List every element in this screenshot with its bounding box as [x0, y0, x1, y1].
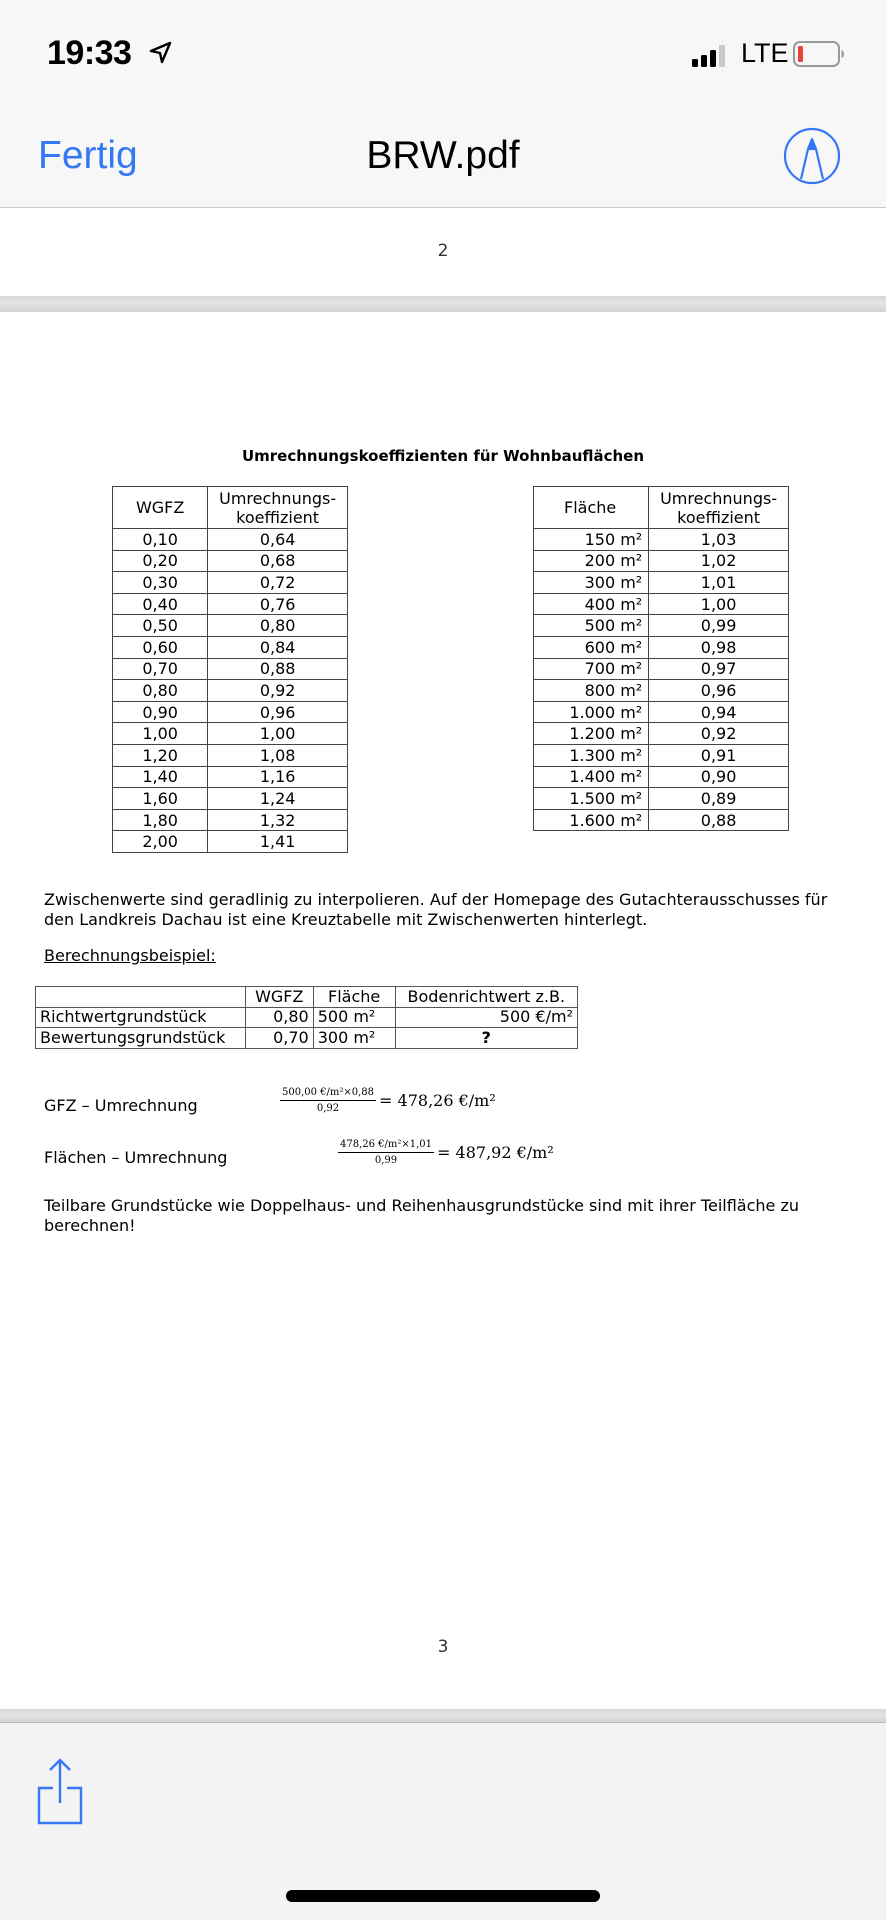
note-paragraph: Teilbare Grundstücke wie Doppelhaus- und Reihenhausgrundstücke sind mit ihrer Teilfläche zu berechnen! [44, 1196, 799, 1235]
table-row [534, 766, 789, 788]
column-header: WGFZ [113, 487, 208, 529]
table-cell: Bewertungsgrundstück [36, 1028, 246, 1049]
table-cell: 0,91 [649, 744, 789, 766]
location-arrow-icon [148, 40, 174, 66]
table-cell: 0,80 [245, 1007, 313, 1028]
navigation-bar [0, 100, 886, 208]
table-cell: 0,72 [208, 572, 348, 594]
battery-icon [793, 41, 845, 67]
table-cell: Fläche [313, 987, 395, 1008]
table-row [113, 701, 348, 723]
markup-pen-icon[interactable] [783, 127, 841, 185]
table-cell: 1.400 m² [534, 766, 649, 788]
table-row [113, 529, 348, 551]
interpolation-paragraph: Zwischenwerte sind geradlinig zu interpolieren. Auf der Homepage des Gutachterausschusses für den Landkreis Dachau ist eine Kreuztabelle mit Zwischenwerten hinterlegt. [44, 890, 828, 929]
table-row [113, 744, 348, 766]
home-indicator[interactable] [286, 1890, 600, 1902]
table-cell: 1,40 [113, 766, 208, 788]
numerator: 500,00 €/m²×0,88 [280, 1087, 376, 1101]
share-icon[interactable] [37, 1757, 83, 1825]
table-row [113, 658, 348, 680]
formula-result: = 478,26 €/m² [379, 1091, 496, 1110]
table-row [113, 636, 348, 658]
table-cell: 0,10 [113, 529, 208, 551]
bottom-toolbar [0, 1722, 886, 1920]
table-row [534, 701, 789, 723]
column-header: Fläche [534, 487, 649, 529]
table-cell: 0,80 [208, 615, 348, 637]
calc-label-area: Flächen – Umrechnung [44, 1148, 228, 1167]
status-bar [0, 0, 886, 100]
table-cell: 0,97 [649, 658, 789, 680]
table-row [113, 766, 348, 788]
table-cell: 1,08 [208, 744, 348, 766]
example-heading: Berechnungsbeispiel: [44, 946, 216, 965]
table-cell: 0,88 [649, 809, 789, 831]
document-title: BRW.pdf [366, 134, 520, 177]
table-cell: 400 m² [534, 593, 649, 615]
table-cell: 1,41 [208, 831, 348, 853]
table-cell: 500 €/m² [395, 1007, 578, 1028]
table-row [534, 636, 789, 658]
table-cell: 1,00 [113, 723, 208, 745]
wgfz-coefficient-table [112, 486, 348, 853]
table-row [113, 593, 348, 615]
table-cell: 1,24 [208, 788, 348, 810]
page-separator [0, 296, 886, 312]
denominator: 0,99 [374, 1155, 398, 1166]
table-row [534, 788, 789, 810]
table-row [113, 831, 348, 853]
table-cell: 1,20 [113, 744, 208, 766]
table-cell: 0,80 [113, 680, 208, 702]
table-cell: 0,60 [113, 636, 208, 658]
table-cell: 150 m² [534, 529, 649, 551]
table-header-row [36, 987, 578, 1008]
table-cell: 300 m² [313, 1028, 395, 1049]
table-row [36, 1028, 578, 1049]
table-cell: 0,96 [649, 680, 789, 702]
table-row [534, 550, 789, 572]
table-row [113, 723, 348, 745]
table-cell: 300 m² [534, 572, 649, 594]
table-cell: 0,20 [113, 550, 208, 572]
table-row [534, 658, 789, 680]
table-cell: 1.300 m² [534, 744, 649, 766]
table-row [534, 572, 789, 594]
done-button[interactable]: Fertig [38, 134, 138, 177]
table-row [534, 593, 789, 615]
table-cell: 700 m² [534, 658, 649, 680]
pdf-viewer[interactable] [0, 209, 886, 1722]
page-heading: Umrechnungskoeffizienten für Wohnbauflächen [241, 447, 645, 465]
table-cell: 1,60 [113, 788, 208, 810]
table-cell: 1,03 [649, 529, 789, 551]
calc-label-gfz: GFZ – Umrechnung [44, 1096, 198, 1115]
table-row [534, 529, 789, 551]
table-row [534, 723, 789, 745]
table-cell: 0,90 [113, 701, 208, 723]
table-cell: 600 m² [534, 636, 649, 658]
table-row [36, 1007, 578, 1028]
table-cell: 1.500 m² [534, 788, 649, 810]
table-cell: 1,00 [208, 723, 348, 745]
status-time: 19:33 [47, 34, 132, 72]
table-cell: 0,88 [208, 658, 348, 680]
column-header: Umrechnungs- koeffizient [649, 487, 789, 529]
table-cell: 0,68 [208, 550, 348, 572]
formula-area [338, 1139, 554, 1166]
table-cell: 2,00 [113, 831, 208, 853]
formula-result: = 487,92 €/m² [437, 1143, 554, 1162]
table-row [113, 788, 348, 810]
table-cell: 0,96 [208, 701, 348, 723]
table-row [534, 744, 789, 766]
numerator: 478,26 €/m²×1,01 [338, 1139, 434, 1153]
table-cell: 0,40 [113, 593, 208, 615]
table-cell: 0,94 [649, 701, 789, 723]
table-cell: 800 m² [534, 680, 649, 702]
table-cell: 1,01 [649, 572, 789, 594]
table-cell: 0,92 [208, 680, 348, 702]
table-cell: 1.000 m² [534, 701, 649, 723]
table-cell: 0,84 [208, 636, 348, 658]
table-cell: 500 m² [534, 615, 649, 637]
table-cell: 1.600 m² [534, 809, 649, 831]
table-cell: 0,90 [649, 766, 789, 788]
table-cell: 0,70 [245, 1028, 313, 1049]
area-coefficient-table [533, 486, 789, 831]
table-row [534, 615, 789, 637]
table-cell: 1,80 [113, 809, 208, 831]
table-cell: 1,02 [649, 550, 789, 572]
table-cell: ? [395, 1028, 578, 1049]
denominator: 0,92 [316, 1103, 340, 1114]
table-cell: 0,70 [113, 658, 208, 680]
table-row [113, 615, 348, 637]
example-table [35, 986, 578, 1049]
table-cell: Bodenrichtwert z.B. [395, 987, 578, 1008]
table-row [113, 680, 348, 702]
table-cell: 1.200 m² [534, 723, 649, 745]
signal-strength-icon [692, 45, 732, 67]
fraction [280, 1087, 376, 1114]
table-cell: 1,32 [208, 809, 348, 831]
table-cell: Richtwertgrundstück [36, 1007, 246, 1028]
table-cell: 500 m² [313, 1007, 395, 1028]
table-cell: 200 m² [534, 550, 649, 572]
table-row [534, 809, 789, 831]
table-row [113, 572, 348, 594]
table-row [534, 680, 789, 702]
formula-gfz [280, 1087, 496, 1114]
table-cell: 0,92 [649, 723, 789, 745]
table-cell: 1,16 [208, 766, 348, 788]
page-number-label: 2 [437, 241, 449, 261]
column-header: Umrechnungs- koeffizient [208, 487, 348, 529]
table-cell [36, 987, 246, 1008]
table-row [113, 550, 348, 572]
table-row [113, 809, 348, 831]
table-cell: WGFZ [245, 987, 313, 1008]
table-cell: 0,98 [649, 636, 789, 658]
table-cell: 0,76 [208, 593, 348, 615]
page-number-label: 3 [437, 1637, 449, 1657]
table-cell: 0,89 [649, 788, 789, 810]
network-type: LTE [741, 38, 789, 68]
table-cell: 1,00 [649, 593, 789, 615]
page-separator [0, 1709, 886, 1722]
table-cell: 0,30 [113, 572, 208, 594]
fraction [338, 1139, 434, 1166]
table-cell: 0,64 [208, 529, 348, 551]
table-cell: 0,99 [649, 615, 789, 637]
table-cell: 0,50 [113, 615, 208, 637]
